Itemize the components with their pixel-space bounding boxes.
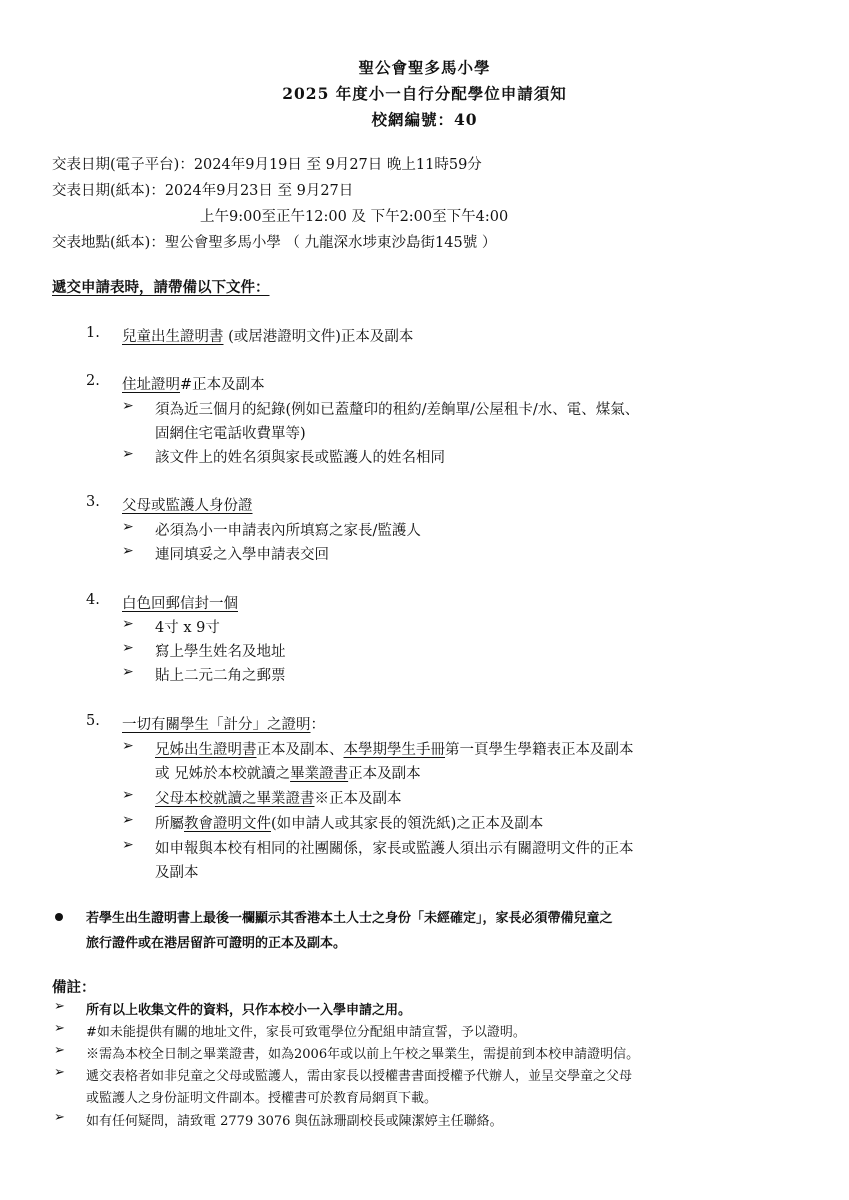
list-item-continued bbox=[155, 762, 421, 783]
list-item bbox=[155, 812, 543, 833]
underlined-text: 教會證明文件 bbox=[184, 816, 271, 832]
arrow-icon: ➢ bbox=[122, 519, 134, 535]
remark-4-continued: 或監護人之身份証明文件副本。授權書可於教育局網頁下載。 bbox=[86, 1091, 438, 1106]
remark-3: ※需為本校全日制之畢業證書，如為2006年或以前上午校之畢業生，需提前到本校申請證明信。 bbox=[86, 1047, 640, 1062]
list-item: 須為近三個月的紀錄(例如已蓋釐印的租約/差餉單/公屋租卡/水、電、煤氣、 bbox=[155, 402, 640, 418]
arrow-icon: ➢ bbox=[54, 999, 65, 1014]
item-title: 白色回郵信封一個 bbox=[122, 596, 238, 612]
plain-text: 正本及副本、 bbox=[256, 742, 344, 758]
list-item-continued: 及副本 bbox=[155, 865, 199, 881]
plain-text: 第一頁學生學籍表正本及副本 bbox=[445, 742, 634, 758]
plain-text: (如申請人或其家長的領洗紙)之正本及副本 bbox=[271, 816, 544, 832]
item-1 bbox=[122, 325, 413, 346]
item-number: 1. bbox=[86, 325, 100, 341]
item-suffix: (或居港證明文件)正本及副本 bbox=[223, 329, 414, 345]
list-item: 必須為小一申請表內所填寫之家長/監護人 bbox=[155, 523, 421, 539]
list-item: 固網住宅電話收費單等) bbox=[155, 426, 306, 442]
list-item: 寫上學生姓名及地址 bbox=[155, 644, 286, 660]
remarks-heading: 備註： bbox=[52, 979, 96, 996]
arrow-icon: ➢ bbox=[122, 640, 134, 656]
arrow-icon: ➢ bbox=[122, 787, 134, 803]
date-paper-hours: 上午9:00至正午12:00 及 下午2:00至下午4:00 bbox=[200, 209, 509, 225]
arrow-icon: ➢ bbox=[54, 1021, 65, 1036]
school-name: 聖公會聖多馬小學 bbox=[358, 58, 491, 77]
documents-heading: 遞交申請表時，請帶備以下文件： bbox=[52, 279, 270, 296]
arrow-icon: ➢ bbox=[54, 1043, 65, 1058]
arrow-icon: ➢ bbox=[122, 738, 134, 754]
item-number: 4. bbox=[86, 592, 100, 608]
item-5 bbox=[122, 713, 325, 734]
item-title: 住址證明 bbox=[122, 377, 180, 393]
list-item bbox=[155, 787, 402, 808]
plain-text: 或 兄姊於本校就讀之 bbox=[155, 766, 291, 782]
arrow-icon: ➢ bbox=[122, 398, 134, 414]
list-item: 4寸 x 9寸 bbox=[155, 620, 220, 636]
remark-4: 遞交表格者如非兒童之父母或監護人，需由家長以授權書書面授權予代辦人，並呈交學童之父母 bbox=[86, 1069, 633, 1084]
location-paper: 交表地點(紙本)：聖公會聖多馬小學 （ 九龍深水埗東沙島街145號 ） bbox=[52, 235, 497, 251]
date-electronic: 交表日期(電子平台)：2024年9月19日 至 9月27日 晚上11時59分 bbox=[52, 157, 482, 173]
item-number: 5. bbox=[86, 713, 100, 729]
bullet-icon bbox=[55, 913, 63, 921]
underlined-text: 父母本校就讀之畢業證書 bbox=[155, 791, 315, 807]
arrow-icon: ➢ bbox=[54, 1065, 65, 1080]
school-net-code: 校網編號：40 bbox=[371, 110, 478, 129]
arrow-icon: ➢ bbox=[122, 664, 134, 680]
document-title: 2025 年度小一自行分配學位申請須知 bbox=[282, 84, 567, 103]
arrow-icon: ➢ bbox=[122, 812, 134, 828]
remark-1: 所有以上收集文件的資料，只作本校小一入學申請之用。 bbox=[86, 1003, 412, 1018]
list-item: 連同填妥之入學申請表交回 bbox=[155, 547, 329, 563]
item-title: 兒童出生證明書 bbox=[122, 329, 224, 345]
arrow-icon: ➢ bbox=[122, 446, 134, 462]
item-suffix: #正本及副本 bbox=[180, 377, 265, 393]
arrow-icon: ➢ bbox=[122, 837, 134, 853]
item-2 bbox=[122, 373, 265, 394]
arrow-icon: ➢ bbox=[122, 616, 134, 632]
list-item: 貼上二元二角之郵票 bbox=[155, 668, 286, 684]
arrow-icon: ➢ bbox=[54, 1110, 65, 1125]
list-item: 如申報與本校有相同的社團關係，家長或監護人須出示有關證明文件的正本 bbox=[155, 841, 634, 857]
bold-note-line-1: 若學生出生證明書上最後一欄顯示其香港本土人士之身份「未經確定」，家長必須帶備兒童之 bbox=[86, 911, 613, 926]
item-title: 父母或監護人身份證 bbox=[122, 498, 253, 514]
plain-text: 正本及副本 bbox=[348, 766, 421, 782]
list-item: 該文件上的姓名須與家長或監護人的姓名相同 bbox=[155, 450, 445, 466]
remark-5: 如有任何疑問，請致電 2779 3076 與伍詠珊副校長或陳潔婷主任聯絡。 bbox=[86, 1114, 503, 1129]
plain-text: ※正本及副本 bbox=[314, 791, 402, 807]
underlined-text: 兄姊出生證明書 bbox=[155, 742, 257, 758]
bold-note-line-2: 旅行證件或在港居留許可證明的正本及副本。 bbox=[86, 936, 347, 951]
date-paper: 交表日期(紙本)：2024年9月23日 至 9月27日 bbox=[52, 183, 354, 199]
item-number: 2. bbox=[86, 373, 100, 389]
underlined-text: 本學期學生手冊 bbox=[343, 742, 445, 758]
item-3 bbox=[122, 494, 253, 515]
item-title: 一切有關學生「計分」之證明 bbox=[122, 717, 311, 733]
plain-text: 所屬 bbox=[155, 816, 184, 832]
arrow-icon: ➢ bbox=[122, 543, 134, 559]
item-number: 3. bbox=[86, 494, 100, 510]
list-item bbox=[155, 738, 634, 759]
item-4 bbox=[122, 592, 238, 613]
underlined-text: 畢業證書 bbox=[290, 766, 349, 782]
remark-2: #如未能提供有關的地址文件，家長可致電學位分配組申請宣誓，予以證明。 bbox=[86, 1025, 526, 1040]
item-suffix: ： bbox=[310, 717, 325, 733]
